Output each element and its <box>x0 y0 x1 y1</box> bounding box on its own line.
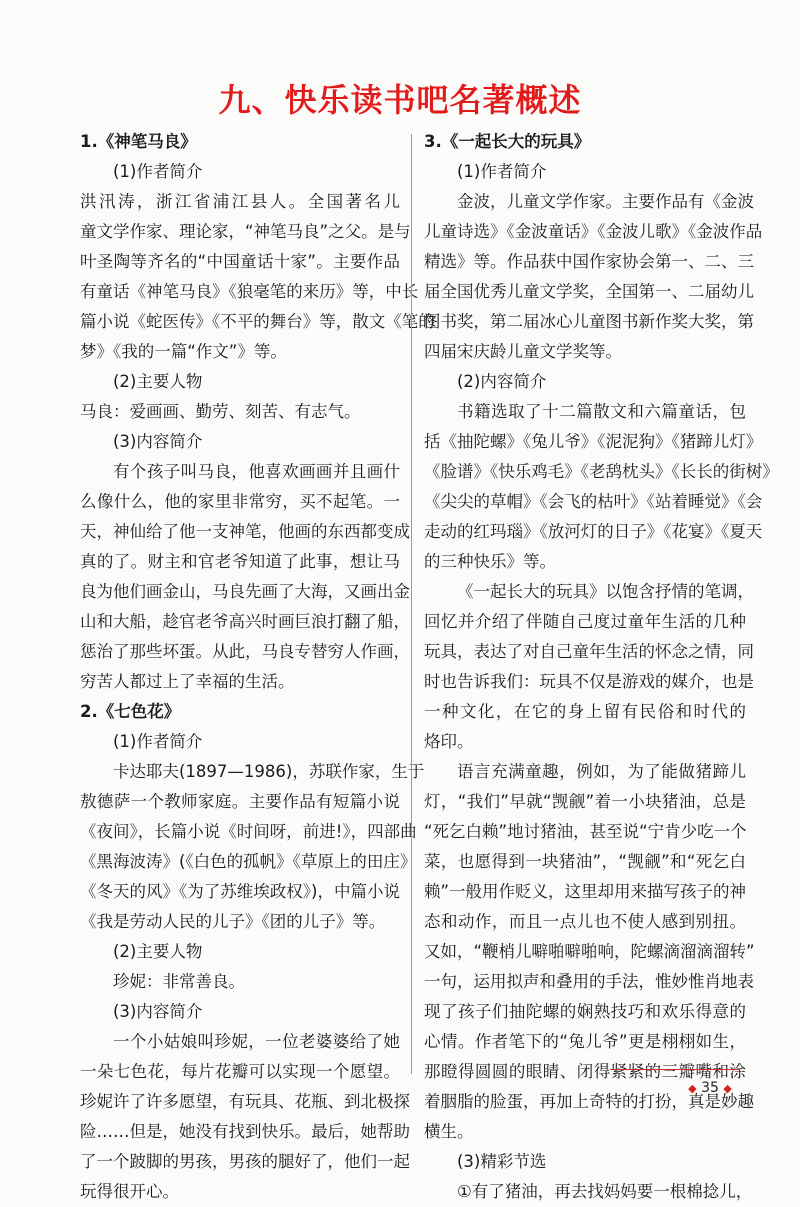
text-line: 洪汛涛，浙江省浦江县人。全国著名儿 <box>80 192 400 211</box>
text-line: 玩得很开心。 <box>80 1182 179 1201</box>
text-line: (3)内容简介 <box>113 432 203 451</box>
text-line: (2)主要人物 <box>113 372 203 391</box>
section-heading: 3.《一起长大的玩具》 <box>424 132 591 151</box>
text-line: 又如，“鞭梢儿噼啪噼啪响，陀螺滴溜滴溜转” <box>424 942 755 961</box>
text-line: 儿童诗选》《金波童话》《金波儿歌》《金波作品 <box>424 222 763 241</box>
right-column <box>424 127 779 1207</box>
text-line: 真的了。财主和官老爷知道了此事，想让马 <box>80 552 400 571</box>
column-divider <box>411 134 412 1074</box>
text-line: (2)主要人物 <box>113 942 203 961</box>
text-line: 时也告诉我们：玩具不仅是游戏的媒介，也是 <box>424 672 754 691</box>
page-number-block <box>680 1079 740 1098</box>
text-line: 惩治了那些坏蛋。从此，马良专替穷人作画， <box>80 642 410 661</box>
text-line: 菜，也愿得到一块猪油”，“觊觎”和“死乞白 <box>424 852 746 871</box>
text-line: 届全国优秀儿童文学奖，全国第一、二届幼儿 <box>424 282 754 301</box>
text-line: 括《抽陀螺》《兔儿爷》《泥泥狗》《猪蹄儿灯》 <box>424 432 763 451</box>
text-line: 《尖尖的草帽》《会飞的枯叶》《站着睡觉》《会 <box>424 492 763 511</box>
text-line: 金波，儿童文学作家。主要作品有《金波 <box>457 192 754 211</box>
text-line: 一个小姑娘叫珍妮，一位老婆婆给了她 <box>113 1032 400 1051</box>
diamond-ornament-icon: ◆ <box>723 1082 732 1095</box>
text-line: 走动的红玛瑙》《放河灯的日子》《花宴》《夏天 <box>424 522 763 541</box>
text-line: 天，神仙给了他一支神笔，他画的东西都变成 <box>80 522 410 541</box>
page-title: 九、快乐读书吧名著概述 <box>218 81 582 119</box>
text-line: 珍妮许了许多愿望，有玩具、花瓶、到北极探 <box>80 1092 410 1111</box>
text-line: 叶圣陶等齐名的“中国童话十家”。主要作品 <box>80 252 400 271</box>
text-line: 山和大船，趁官老爷高兴时画巨浪打翻了船， <box>80 612 410 631</box>
text-line: 《我是劳动人民的儿子》《团的儿子》等。 <box>80 912 386 931</box>
text-line: 书籍选取了十二篇散文和六篇童话，包 <box>457 402 746 421</box>
text-line: 赖”一般用作贬义，这里却用来描写孩子的神 <box>424 882 747 901</box>
text-line: 穷苦人都过上了幸福的生活。 <box>80 672 295 691</box>
diamond-ornament-icon: ◆ <box>688 1082 697 1095</box>
text-line: 的三种快乐》等。 <box>424 552 556 571</box>
text-line: 烙印。 <box>424 732 474 751</box>
text-line: 一朵七色花，每片花瓣可以实现一个愿望。 <box>80 1062 400 1081</box>
text-line: 语言充满童趣，例如，为了能做猪蹄儿 <box>457 762 746 781</box>
text-line: 马良：爱画画、勤劳、刻苦、有志气。 <box>80 402 361 421</box>
text-line: 《脸谱》《快乐鸡毛》《老鸹枕头》《长长的街树》 <box>424 462 779 481</box>
footer-rule <box>610 1069 740 1070</box>
text-line: (2)内容简介 <box>457 372 547 391</box>
text-line: 珍妮：非常善良。 <box>113 972 245 991</box>
text-line: 图书奖，第二届冰心儿童图书新作奖大奖，第 <box>424 312 754 331</box>
page-number: 35 <box>701 1080 719 1096</box>
text-line: 现了孩子们抽陀螺的娴熟技巧和欢乐得意的 <box>424 1002 746 1021</box>
text-line: 童文学作家、理论家，“神笔马良”之父。是与 <box>80 222 411 241</box>
text-line: 了一个跛脚的男孩，男孩的腿好了，他们一起 <box>80 1152 410 1171</box>
text-line: 敖德萨一个教师家庭。主要作品有短篇小说 <box>80 792 400 811</box>
text-line: 险……但是，她没有找到快乐。最后，她帮助 <box>80 1122 410 1141</box>
text-line: 《一起长大的玩具》以饱含抒情的笔调， <box>457 582 754 601</box>
text-line: (1)作者简介 <box>113 732 203 751</box>
text-line: (3)内容简介 <box>113 1002 203 1021</box>
text-line: 四届宋庆龄儿童文学奖等。 <box>424 342 622 361</box>
text-line: 《夜间》，长篇小说《时间呀，前进!》，四部曲 <box>80 822 417 841</box>
text-line: 么像什么，他的家里非常穷，买不起笔。一 <box>80 492 400 511</box>
text-line: 一种文化，在它的身上留有民俗和时代的 <box>424 702 746 721</box>
text-line: 玩具，表达了对自己童年生活的怀念之情，同 <box>424 642 754 661</box>
text-line: ①有了猪油，再去找妈妈要一根棉捻儿， <box>457 1182 753 1201</box>
section-heading: 1.《神笔马良》 <box>80 132 197 151</box>
text-line: 卡达耶夫(1897—1986)，苏联作家，生于 <box>113 762 425 781</box>
text-line: 心情。作者笔下的“兔儿爷”更是栩栩如生， <box>424 1032 746 1051</box>
left-column <box>80 127 435 1207</box>
text-line: 有童话《神笔马良》《狼毫笔的来历》等，中长 <box>80 282 419 301</box>
text-line: 《冬天的风》《为了苏维埃政权》)，中篇小说 <box>80 882 400 901</box>
text-line: (1)作者简介 <box>457 162 547 181</box>
text-line: (3)精彩节选 <box>457 1152 547 1171</box>
text-line: 一句，运用拟声和叠用的手法，惟妙惟肖地表 <box>424 972 754 991</box>
text-line: 篇小说《蛇医传》《不平的舞台》等，散文《笔的 <box>80 312 435 331</box>
text-line: 那瞪得圆圆的眼睛、闭得紧紧的三瓣嘴和涂 <box>424 1062 746 1081</box>
text-line: 《黑海波涛》(《白色的孤帆》《草原上的田庄》 <box>80 852 417 871</box>
text-line: 态和动作，而且一点儿也不使人感到别扭。 <box>424 912 746 931</box>
text-line: 良为他们画金山，马良先画了大海，又画出金 <box>80 582 410 601</box>
text-line: 有个孩子叫马良，他喜欢画画并且画什 <box>113 462 400 481</box>
text-line: 精选》等。作品获中国作家协会第一、二、三 <box>424 252 754 271</box>
text-line: 横生。 <box>424 1122 474 1141</box>
text-line: 回忆并介绍了伴随自己度过童年生活的几种 <box>424 612 746 631</box>
section-heading: 2.《七色花》 <box>80 702 181 721</box>
text-line: 灯，“我们”早就“觊觎”着一小块猪油，总是 <box>424 792 746 811</box>
text-line: “死乞白赖”地讨猪油，甚至说“宁肯少吃一个 <box>424 822 747 841</box>
text-line: (1)作者简介 <box>113 162 203 181</box>
text-line: 着胭脂的脸蛋，再加上奇特的打扮，真是妙趣 <box>424 1092 754 1111</box>
text-line: 梦》《我的一篇“作文”》等。 <box>80 342 287 361</box>
